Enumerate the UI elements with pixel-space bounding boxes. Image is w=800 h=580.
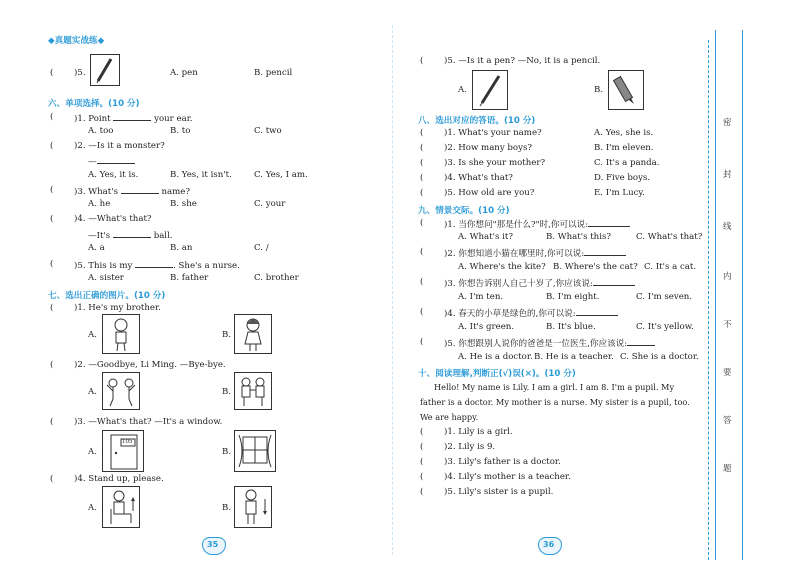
answer-paren[interactable]: (: [420, 307, 424, 317]
option-c[interactable]: C. two: [254, 126, 282, 136]
answer-paren[interactable]: (: [420, 158, 424, 168]
statement: )3. Lily's father is a doctor.: [444, 457, 561, 467]
standing-kid-icon: [235, 487, 271, 527]
option-b[interactable]: B.: [222, 503, 232, 513]
sitting-kid-icon: [103, 487, 139, 527]
margin-char: 线: [723, 222, 732, 232]
page-number: 35: [207, 540, 219, 549]
option-a[interactable]: A.: [88, 330, 97, 340]
question-text: )3. Is she your mother?: [444, 158, 546, 168]
section-6-title: 六、单项选择。(10 分): [48, 99, 140, 109]
answer-paren[interactable]: (: [420, 427, 424, 437]
pen-icon: [473, 71, 507, 109]
stand-picture[interactable]: [234, 486, 272, 528]
option-b[interactable]: B. an: [170, 243, 193, 253]
boy-icon: [103, 315, 139, 353]
question-text: )2. 你想知道小猫在哪里时,你可以说:: [444, 247, 626, 259]
option-b[interactable]: B.: [222, 387, 232, 397]
question-text: )1. He's my brother.: [74, 303, 161, 313]
answer-paren[interactable]: (: [50, 417, 54, 427]
answer-paren[interactable]: (: [50, 259, 54, 269]
fill-blank[interactable]: [113, 229, 151, 238]
option-b[interactable]: B. to: [170, 126, 191, 136]
answer-paren[interactable]: (: [420, 472, 424, 482]
question-text: )4. Stand up, please.: [74, 474, 164, 484]
question-text: )2. —Goodbye, Li Ming. —Bye-bye.: [74, 360, 226, 370]
answer-paren[interactable]: (: [50, 214, 54, 224]
passage-line: We are happy.: [420, 412, 479, 422]
section-8-title: 八、选出对应的答语。(10 分): [418, 116, 536, 126]
answer-paren[interactable]: (: [420, 188, 424, 198]
option-b[interactable]: B.: [594, 85, 604, 95]
option-b[interactable]: B. It's blue.: [546, 322, 596, 332]
margin-char: 不: [723, 320, 732, 330]
option-a[interactable]: A. he: [88, 199, 111, 209]
option-c[interactable]: C. your: [254, 199, 286, 209]
answer-paren[interactable]: (: [420, 442, 424, 452]
option-a[interactable]: A. He is a doctor.: [458, 352, 533, 362]
question-text: )3. 你想告诉别人自己十岁了,你应该说:: [444, 277, 635, 289]
door-picture[interactable]: [102, 430, 144, 472]
option-a[interactable]: A. Where's the kite?: [458, 262, 546, 272]
answer-paren[interactable]: (: [420, 218, 424, 228]
pencil-picture[interactable]: [608, 70, 644, 110]
question-text: )2. —Is it a monster?: [74, 141, 165, 151]
answer-paren[interactable]: (: [50, 112, 54, 122]
answer-paren[interactable]: (: [420, 128, 424, 138]
option-b[interactable]: B. she: [170, 199, 197, 209]
sit-picture[interactable]: [102, 486, 140, 528]
margin-char: 题: [723, 464, 732, 474]
option-c[interactable]: C. brother: [254, 273, 299, 283]
margin-char: 密: [723, 118, 732, 128]
answer-option: E. I'm Lucy.: [594, 188, 645, 198]
option-c[interactable]: C. /: [254, 243, 269, 253]
option-a[interactable]: A. too: [88, 126, 114, 136]
option-c[interactable]: C. Yes, I am.: [254, 170, 308, 180]
fill-blank[interactable]: [588, 218, 630, 227]
answer-paren[interactable]: (: [420, 487, 424, 497]
statement: )5. Lily's sister is a pupil.: [444, 487, 554, 497]
option-c[interactable]: C. I'm seven.: [636, 292, 693, 302]
option-a[interactable]: A. Yes, it is.: [88, 170, 139, 180]
margin-char: 答: [723, 416, 732, 426]
question-text: )1. 当你想问"那是什么?"时,你可以说:: [444, 218, 630, 230]
question-text: )4. 春天的小草是绿色的,你可以说:: [444, 307, 618, 319]
margin-char: 内: [723, 272, 732, 282]
answer-paren[interactable]: (: [50, 303, 54, 313]
answer-paren[interactable]: (: [420, 277, 424, 287]
option-c[interactable]: C. It's yellow.: [636, 322, 694, 332]
fill-blank[interactable]: [121, 185, 159, 194]
answer-paren[interactable]: (: [420, 247, 424, 257]
answer-option: A. Yes, she is.: [594, 128, 654, 138]
section-9-title: 九、情景交际。(10 分): [418, 206, 510, 216]
question-text: )5. —Is it a pen? —No, it is a pencil.: [444, 56, 601, 66]
fill-blank[interactable]: [576, 307, 618, 316]
section-7-title: 七、选出正确的图片。(10 分): [48, 291, 166, 301]
two-kids-icon: [235, 373, 271, 409]
option-a[interactable]: A.: [88, 503, 97, 513]
question-text: )5. 你想跟别人说你的爸爸是一位医生,你应该说:: [444, 337, 655, 349]
page-divider: [392, 25, 393, 555]
option-c[interactable]: C. What's that?: [636, 232, 703, 242]
option-a[interactable]: A.: [458, 85, 467, 95]
option-c[interactable]: C. She is a doctor.: [620, 352, 699, 362]
question-text: )2. How many boys?: [444, 143, 532, 153]
binding-column: [715, 30, 743, 560]
question-text: )3. What's name?: [74, 187, 190, 197]
girl-picture[interactable]: [234, 314, 272, 354]
option-b[interactable]: B. Where's the cat?: [553, 262, 638, 272]
answer-paren[interactable]: (: [50, 141, 54, 151]
pencil-icon: [609, 71, 643, 109]
answer-paren[interactable]: (: [50, 360, 54, 370]
fill-blank[interactable]: [113, 112, 151, 121]
section-10-title: 十、阅读理解,判断正(√)误(×)。(10 分): [418, 369, 576, 379]
boy-picture[interactable]: [102, 314, 140, 354]
statement: )4. Lily's mother is a teacher.: [444, 472, 571, 482]
passage-line: Hello! My name is Lily. I am a girl. I am 8. I'm a pupil. My: [434, 382, 675, 392]
option-a[interactable]: A. sister: [88, 273, 124, 283]
answer-paren[interactable]: (: [50, 68, 54, 78]
option-b[interactable]: B. pencil: [254, 68, 293, 78]
answer-paren[interactable]: (: [420, 143, 424, 153]
option-b[interactable]: B.: [222, 447, 232, 457]
question-text: )4. What's that?: [444, 173, 513, 183]
option-a[interactable]: A. What's it?: [458, 232, 513, 242]
fill-blank[interactable]: [627, 337, 655, 346]
fill-blank[interactable]: [584, 247, 626, 256]
answer-option: B. I'm eleven.: [594, 143, 654, 153]
passage-line: father is a doctor. My mother is a nurse. My sister is a pupil, too.: [420, 397, 690, 407]
answer-option: D. Five boys.: [594, 173, 651, 183]
question-text: )1. What's your name?: [444, 128, 542, 138]
goodbye-picture-a[interactable]: [102, 372, 140, 410]
question-text: )4. —What's that?: [74, 214, 152, 224]
pen-picture[interactable]: [472, 70, 508, 110]
door-icon: [103, 431, 143, 471]
page-number: 36: [543, 540, 555, 549]
binding-dashed-line: [708, 40, 709, 560]
option-b[interactable]: B. father: [170, 273, 209, 283]
fill-blank[interactable]: [593, 277, 635, 286]
option-b[interactable]: B.: [222, 330, 232, 340]
option-b[interactable]: B. Yes, it isn't.: [170, 170, 232, 180]
option-a[interactable]: A. pen: [170, 68, 198, 78]
option-b[interactable]: B. What's this?: [546, 232, 611, 242]
question-text: )5. How old are you?: [444, 188, 535, 198]
question-text: —: [88, 155, 135, 167]
question-text: —It's ball.: [88, 231, 173, 241]
margin-char: 封: [723, 170, 732, 180]
margin-char: 要: [723, 368, 732, 378]
answer-paren[interactable]: (: [50, 474, 54, 484]
question-text: )3. —What's that? —It's a window.: [74, 417, 223, 427]
answer-paren[interactable]: (: [420, 173, 424, 183]
answer-paren[interactable]: (: [420, 457, 424, 467]
two-kids-icon: [103, 373, 139, 409]
option-a[interactable]: A. I'm ten.: [458, 292, 504, 302]
fill-blank[interactable]: [97, 155, 135, 164]
answer-paren[interactable]: (: [420, 337, 424, 347]
statement: )2. Lily is 9.: [444, 442, 496, 452]
option-b[interactable]: B. He is a teacher.: [534, 352, 614, 362]
pen-picture: [90, 54, 120, 86]
statement: )1. Lily is a girl.: [444, 427, 513, 437]
question-text: )1. Point your ear.: [74, 114, 193, 124]
answer-option: C. It's a panda.: [594, 158, 660, 168]
window-icon: [235, 431, 275, 471]
option-b[interactable]: B. I'm eight.: [546, 292, 600, 302]
question-text: )5. This is my . She's a nurse.: [74, 261, 240, 271]
question-number: )5.: [74, 68, 86, 78]
fill-blank[interactable]: [135, 259, 173, 268]
option-a[interactable]: A. a: [88, 243, 105, 253]
option-a[interactable]: A.: [88, 387, 97, 397]
section-badge: ◆真题实战练◆: [48, 36, 105, 46]
answer-paren[interactable]: (: [420, 56, 424, 66]
pen-icon: [91, 55, 119, 85]
option-a[interactable]: A.: [88, 447, 97, 457]
option-a[interactable]: A. It's green.: [458, 322, 515, 332]
door-number: 105: [122, 439, 133, 445]
window-picture[interactable]: [234, 430, 276, 472]
girl-icon: [235, 315, 271, 353]
goodbye-picture-b[interactable]: [234, 372, 272, 410]
answer-paren[interactable]: (: [50, 185, 54, 195]
option-c[interactable]: C. It's a cat.: [644, 262, 697, 272]
